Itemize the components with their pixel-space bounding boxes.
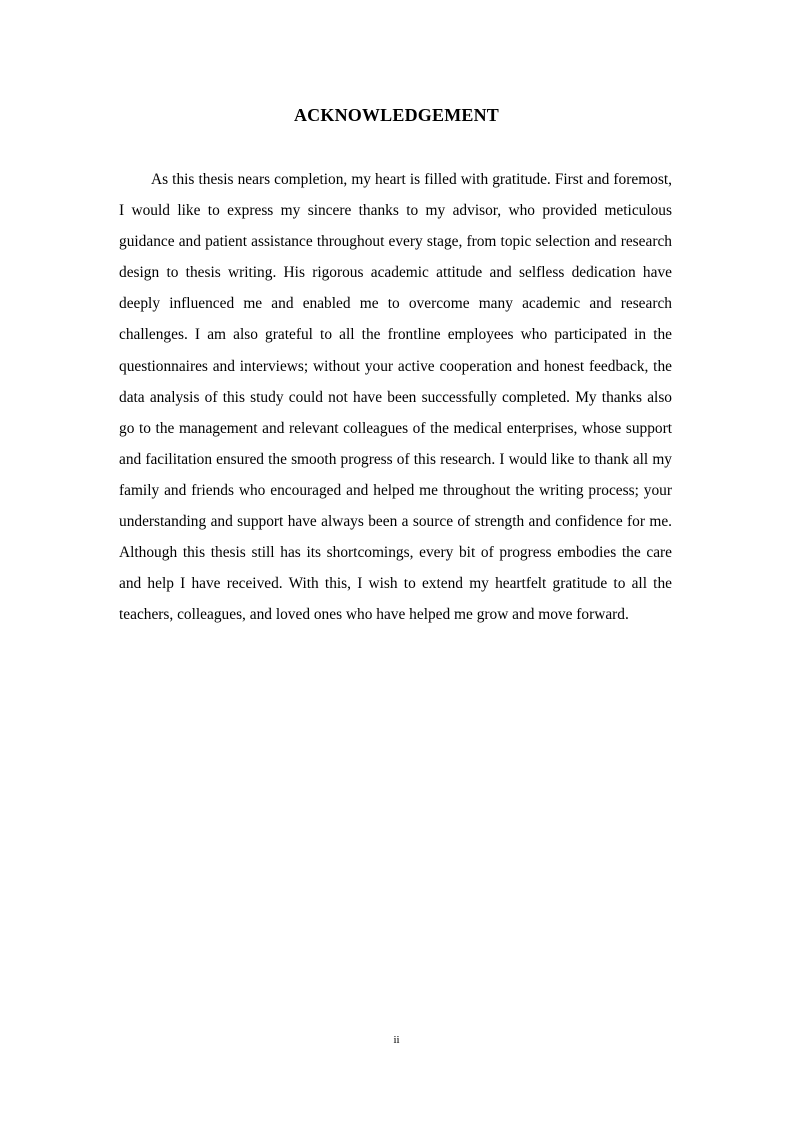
page-title: ACKNOWLEDGEMENT bbox=[293, 105, 500, 125]
page-number: ii bbox=[393, 1034, 400, 1046]
acknowledgement-paragraph: As this thesis nears completion, my heart is filled with gratitude. First and foremost, I would like to express my sincere thanks to my advisor, who provided meticulous guidance and patient assistance throughout every stage, from topic selection and research design to thesis writing. His rigorous academic attitude and selfless dedication have deeply influenced me and enabled me to overcome many academic and research challenges. I am also grateful to all the frontline employees who participated in the questionnaires and interviews; without your active cooperation and honest feedback, the data analysis of this study could not have been successfully completed. My thanks also go to the management and relevant colleagues of the medical enterprises, whose support and facilitation ensured the smooth progress of this research. I would like to thank all my family and friends who encouraged and helped me throughout the writing process; your understanding and support have always been a source of strength and confidence for me. Although this thesis still has its shortcomings, every bit of progress embodies the care and help I have received. With this, I wish to extend my heartfelt gratitude to all the teachers, colleagues, and loved ones who have helped me grow and move forward. bbox=[119, 171, 672, 624]
